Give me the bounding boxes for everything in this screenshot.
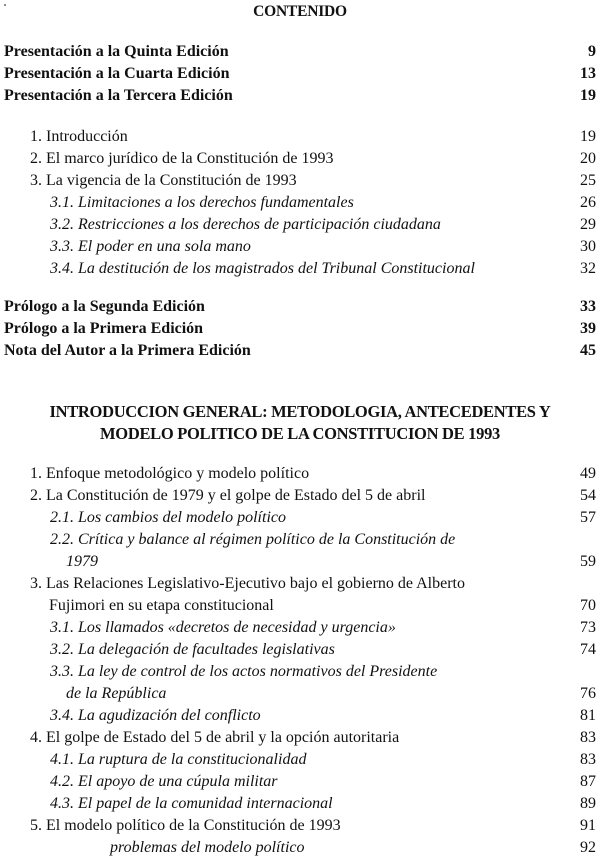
section-heading-line: INTRODUCCION GENERAL: METODOLOGIA, ANTECEDENTES Y (49, 402, 551, 421)
toc-entry-label: 2.1. Los cambios del modelo político (50, 509, 286, 526)
toc-entry-page: 32 (580, 260, 596, 277)
toc-entry-label: 4.3. El papel de la comunidad internacional (50, 795, 333, 812)
toc-entry-continuation (0, 597, 600, 620)
toc-entry-label: 2. El marco jurídico de la Constitución de 1993 (30, 150, 334, 167)
toc-entry-label: 3.1. Los llamados «decretos de necesidad y urgencia» (50, 619, 396, 636)
toc-subentry (0, 216, 600, 239)
toc-entry (0, 172, 600, 195)
toc-entry (0, 487, 600, 510)
toc-entry (0, 150, 600, 173)
toc-entry (0, 128, 600, 151)
toc-entry-page: 39 (580, 320, 596, 337)
toc-subentry (0, 663, 600, 686)
toc-entry-page: 30 (580, 238, 596, 255)
toc-entry-page: 19 (580, 128, 596, 145)
toc-subentry-continuation (44, 839, 600, 862)
toc-entry-label: 4.1. La ruptura de la constitucionalidad (50, 751, 307, 768)
toc-entry (0, 729, 600, 752)
toc-subentry (0, 260, 600, 283)
page-title: CONTENIDO (253, 3, 347, 20)
toc-entry-label: Presentación a la Quinta Edición (4, 43, 229, 60)
toc-entry-page: 33 (580, 298, 596, 315)
toc-subentry (0, 509, 600, 532)
toc-entry-label: 3. Las Relaciones Legislativo-Ejecutivo bajo el gobierno de Alberto (30, 575, 465, 592)
toc-entry (0, 43, 600, 66)
toc-entry-page: 83 (580, 729, 596, 746)
toc-entry-page: 83 (580, 751, 596, 768)
toc-entry-page: 89 (580, 795, 596, 812)
toc-entry-page: 59 (580, 553, 596, 570)
toc-entry-label: 3.2. La delegación de facultades legislativas (50, 641, 335, 658)
toc-entry-page: 25 (580, 172, 596, 189)
toc-entry-label: 3. La vigencia de la Constitución de 1993 (30, 172, 297, 189)
toc-entry-page: 70 (580, 597, 596, 614)
toc-entry-page: 87 (580, 773, 596, 790)
toc-entry (0, 575, 600, 598)
toc-entry-label: 4.2. El apoyo de una cúpula militar (50, 773, 278, 790)
toc-subentry (0, 619, 600, 642)
toc-subentry-continuation (0, 685, 600, 708)
toc-entry-label: Nota del Autor a la Primera Edición (4, 342, 251, 359)
toc-entry-page: 54 (580, 487, 596, 504)
toc-entry-label: 1979 (66, 553, 98, 570)
toc-entry-page: 81 (580, 707, 596, 724)
toc-entry (0, 298, 600, 321)
toc-entry-label: 1. Introducción (30, 128, 128, 145)
toc-entry-label: 3.3. La ley de control de los actos normativos del Presidente (50, 663, 438, 680)
toc-entry-label: 3.2. Restricciones a los derechos de participación ciudadana (50, 216, 441, 233)
toc-entry-label: 3.4. La destitución de los magistrados del Tribunal Constitucional (50, 260, 475, 277)
toc-entry-label: Prólogo a la Segunda Edición (4, 298, 205, 315)
toc-entry-page: 29 (580, 216, 596, 233)
toc-entry (0, 465, 600, 488)
toc-subentry (0, 707, 600, 730)
toc-subentry (0, 194, 600, 217)
toc-entry-label: Presentación a la Cuarta Edición (4, 65, 230, 82)
toc-subentry (0, 795, 600, 818)
toc-entry-label: 4. El golpe de Estado del 5 de abril y la opción autoritaria (30, 729, 400, 746)
toc-entry-page: 13 (580, 65, 596, 82)
toc-entry-page: 76 (580, 685, 596, 702)
toc-subentry (0, 531, 600, 554)
toc-entry-page: 20 (580, 150, 596, 167)
toc-entry-page: 91 (580, 817, 596, 834)
toc-entry-label: de la República (66, 685, 167, 702)
toc-entry-page: 45 (580, 342, 596, 359)
toc-entry-page: 19 (580, 87, 596, 104)
toc-entry-page: 26 (580, 194, 596, 211)
toc-subentry-continuation (0, 553, 600, 576)
toc-entry-label: 2.2. Crítica y balance al régimen político de la Constitución de (50, 531, 456, 548)
toc-subentry (0, 773, 600, 796)
toc-entry-label: 1. Enfoque metodológico y modelo político (30, 465, 310, 482)
toc-entry-page: 9 (588, 43, 596, 60)
toc-entry-label: Prólogo a la Primera Edición (4, 320, 204, 337)
toc-entry-page: 57 (580, 509, 596, 526)
toc-entry (0, 65, 600, 88)
toc-entry-label: 2. La Constitución de 1979 y el golpe de Estado del 5 de abril (30, 487, 426, 504)
toc-subentry (0, 641, 600, 664)
toc-entry (0, 320, 600, 343)
toc-entry-page: 73 (580, 619, 596, 636)
toc-subentry (0, 238, 600, 261)
toc-entry-label: problemas del modelo político (110, 839, 305, 856)
toc-entry-label: Fujimori en su etapa constitucional (49, 597, 274, 614)
toc-entry (0, 342, 600, 365)
toc-subentry (0, 751, 600, 774)
toc-entry-label: 5. El modelo político de la Constitución de 1993 (30, 817, 341, 834)
toc-entry-page: 92 (580, 839, 596, 856)
toc-entry-label: Presentación a la Tercera Edición (4, 87, 233, 104)
toc-entry-page: 49 (580, 465, 596, 482)
toc-entry-page: 74 (580, 641, 596, 658)
toc-entry-label: 3.1. Limitaciones a los derechos fundamentales (50, 194, 354, 211)
toc-entry (0, 817, 600, 840)
toc-entry-label: 3.4. La agudización del conflicto (50, 707, 261, 724)
section-heading-line: MODELO POLITICO DE LA CONSTITUCION DE 1993 (100, 424, 500, 443)
toc-entry (0, 87, 600, 110)
toc-entry-label: 3.3. El poder en una sola mano (50, 238, 251, 255)
